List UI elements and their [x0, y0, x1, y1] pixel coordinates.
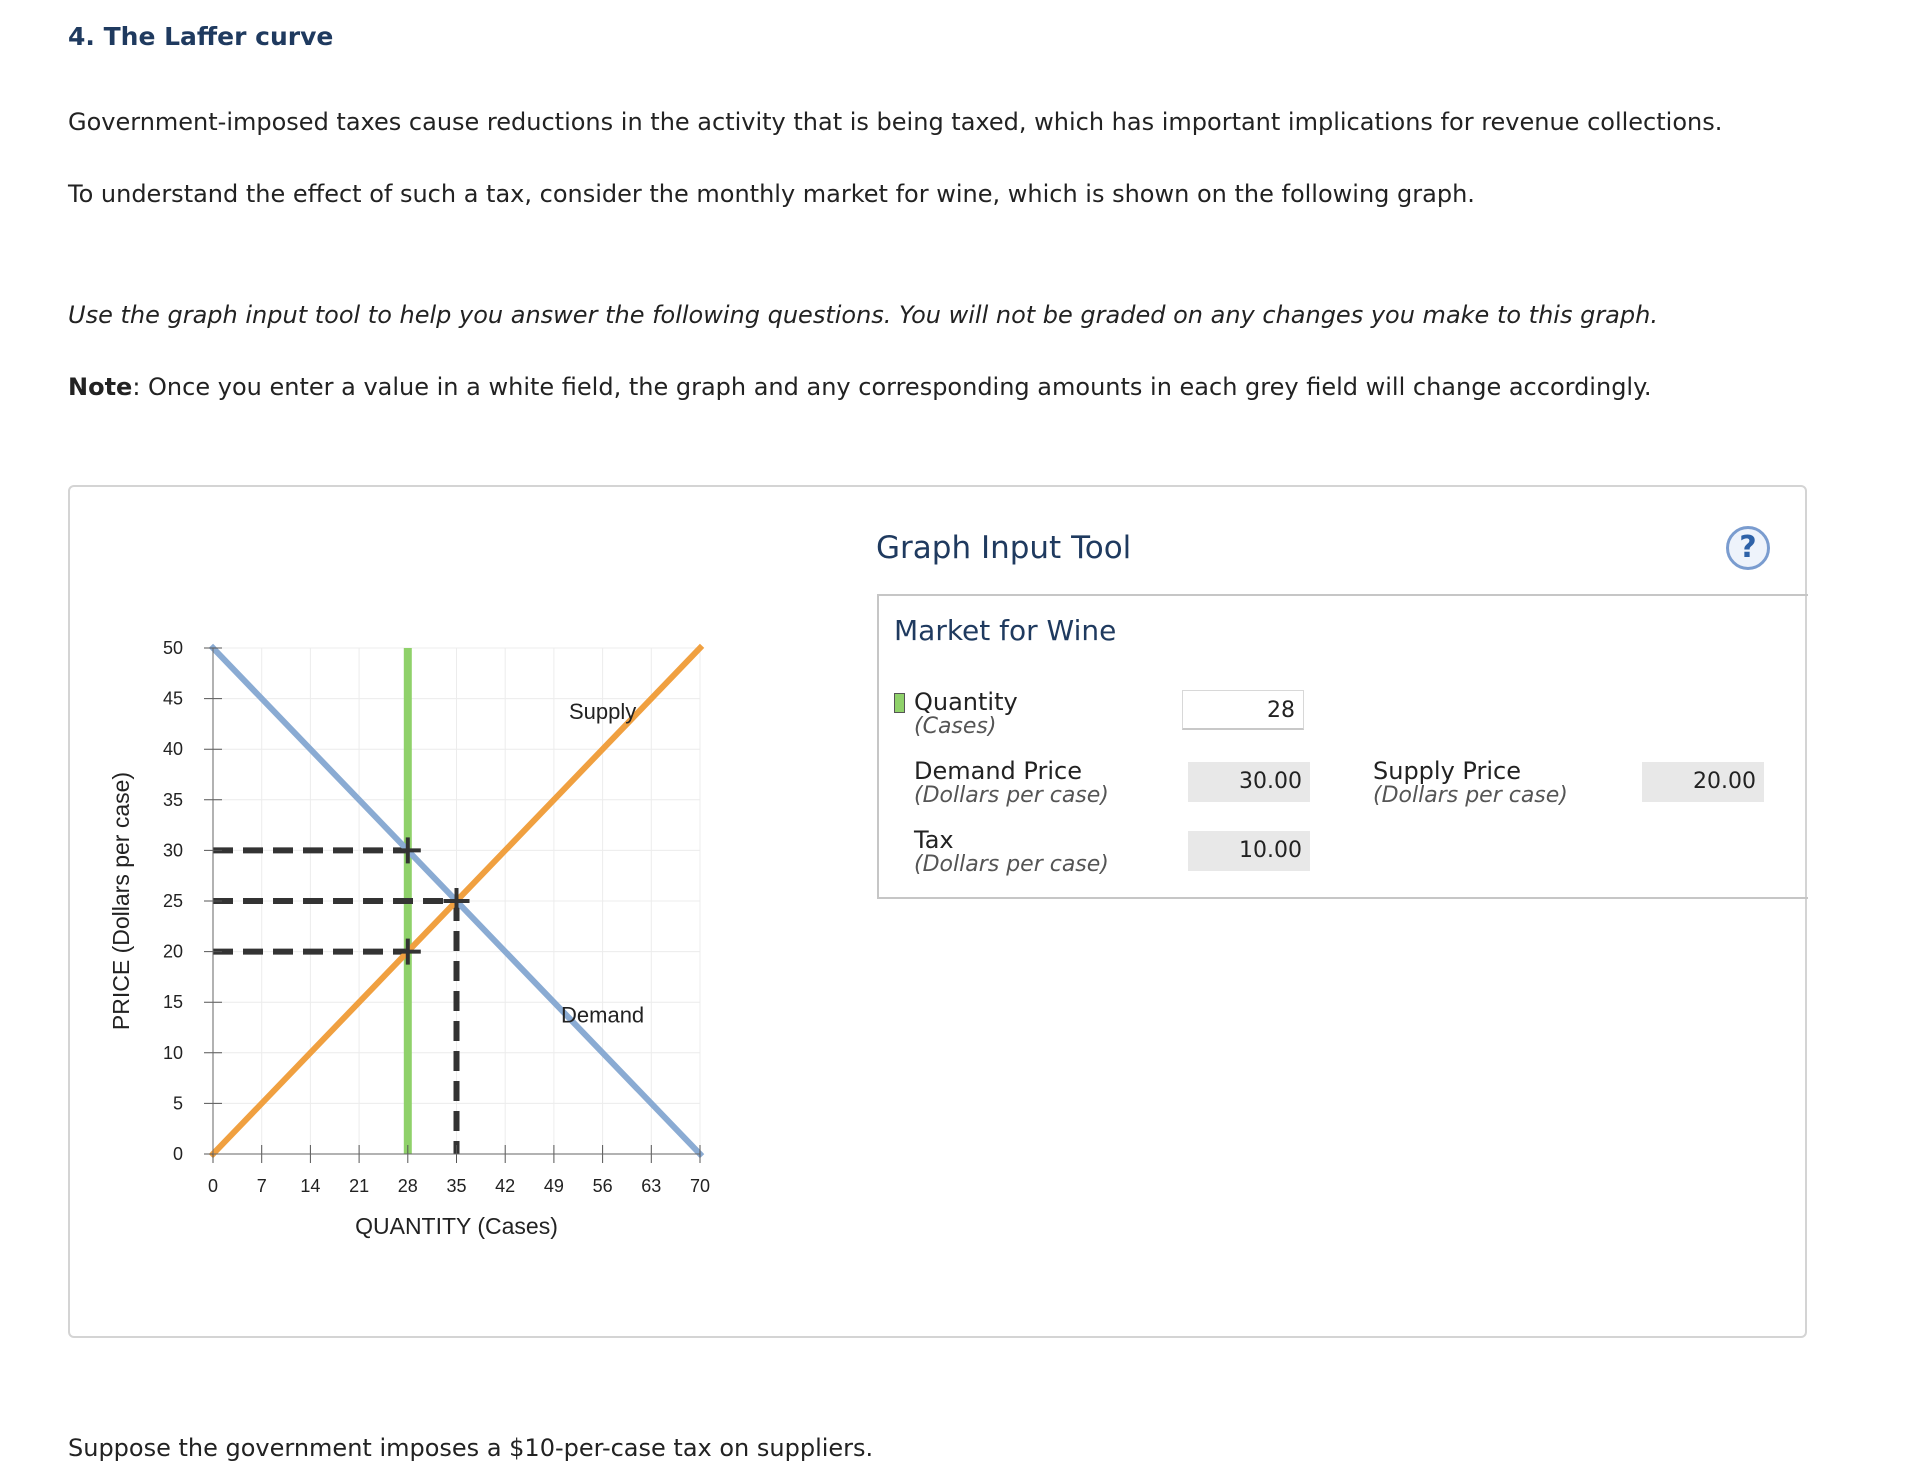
y-tick-label: 0	[172, 1144, 183, 1164]
supply-price-label: Supply Price	[1373, 757, 1521, 785]
market-title: Market for Wine	[894, 614, 1117, 647]
demand-price-field: 30.00	[1188, 762, 1310, 802]
x-tick-label: 49	[543, 1176, 564, 1196]
x-tick-label: 35	[446, 1176, 467, 1196]
supply-label: Supply	[568, 698, 637, 724]
y-tick-label: 30	[162, 840, 183, 861]
x-tick-label: 21	[349, 1176, 370, 1196]
y-tick-label: 50	[162, 638, 183, 658]
intro-paragraph: Government-imposed taxes cause reductions in the activity that is being taxed, which has important implications for revenue collections.	[68, 108, 1723, 136]
x-axis-title: QUANTITY (Cases)	[355, 1213, 558, 1239]
x-tick-label: 42	[495, 1176, 516, 1196]
x-tick-label: 0	[207, 1176, 219, 1196]
supply-price-field: 20.00	[1642, 762, 1764, 802]
x-tick-label: 70	[689, 1176, 711, 1196]
note-paragraph	[68, 373, 1652, 401]
quantity-label: Quantity	[914, 688, 1018, 716]
market-graph[interactable]	[90, 620, 750, 1240]
x-tick-label: 7	[256, 1176, 267, 1196]
y-tick-label: 35	[162, 789, 183, 810]
instruction-paragraph: Use the graph input tool to help you answer the following questions. You will not be graded on any changes you make to this graph.	[68, 301, 1658, 329]
y-tick-label: 40	[162, 739, 183, 760]
x-tick-label: 28	[397, 1176, 418, 1196]
demand-label: Demand	[561, 1002, 645, 1028]
note-text: : Once you enter a value in a white field, the graph and any corresponding amounts in each grey field will change accordingly.	[132, 373, 1652, 401]
page-heading: 4. The Laffer curve	[68, 22, 334, 51]
graph-input-tool-title: Graph Input Tool	[876, 530, 1132, 566]
context-paragraph: To understand the effect of such a tax, consider the monthly market for wine, which is shown on the following graph.	[68, 180, 1475, 208]
tax-field: 10.00	[1188, 831, 1310, 871]
quantity-unit: (Cases)	[914, 714, 997, 739]
quantity-legend-swatch	[894, 693, 905, 713]
tax-unit: (Dollars per case)	[914, 852, 1109, 877]
y-tick-label: 15	[162, 992, 183, 1013]
help-icon[interactable]: ?	[1726, 526, 1770, 570]
x-tick-label: 14	[300, 1176, 321, 1196]
quantity-input[interactable]: 28	[1182, 690, 1304, 730]
y-tick-label: 45	[162, 688, 183, 709]
note-label: Note	[68, 373, 133, 401]
y-tick-label: 20	[162, 941, 183, 962]
question-paragraph: Suppose the government imposes a $10-per-case tax on suppliers.	[68, 1434, 874, 1462]
y-tick-label: 10	[162, 1042, 183, 1063]
y-tick-label: 25	[162, 891, 183, 911]
demand-price-unit: (Dollars per case)	[914, 783, 1109, 808]
supply-price-unit: (Dollars per case)	[1373, 783, 1568, 808]
x-tick-label: 63	[641, 1176, 662, 1196]
x-tick-label: 56	[592, 1176, 613, 1196]
demand-price-label: Demand Price	[914, 757, 1082, 785]
y-tick-label: 5	[172, 1093, 183, 1114]
y-axis-title: PRICE (Dollars per case)	[108, 771, 134, 1031]
tax-label: Tax	[914, 826, 954, 854]
